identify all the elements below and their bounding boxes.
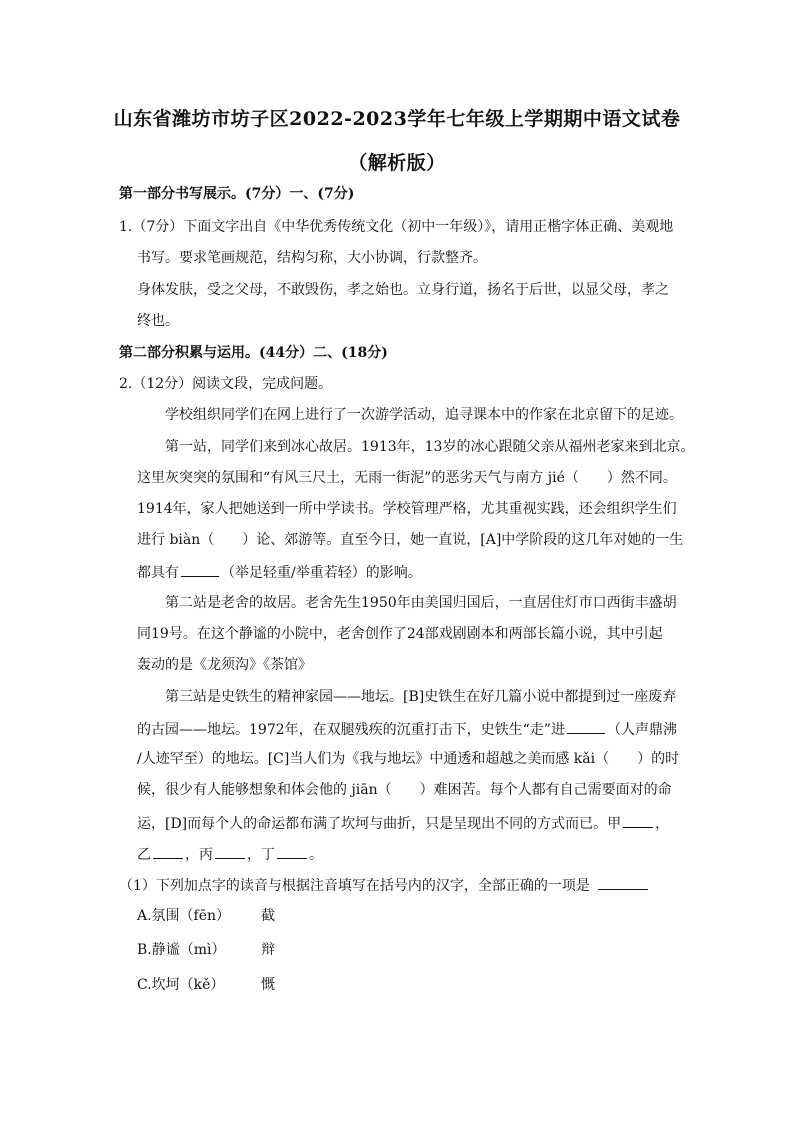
text-segment: ，丁 [247, 847, 275, 863]
q2-para2-line5 [137, 561, 422, 583]
q2-para4-line4: 候，很少有人能够想象和体会他的 jiān（ ）难困苦。每个人都有自己需要面对的命 [137, 782, 672, 798]
q1-line-2: 书写。要求笔画规范，结构匀称，大小协调，行款整齐。 [137, 250, 487, 266]
q2-para4-line6 [137, 843, 323, 865]
text-segment: （1）下列加点字的读音与根据注音填写在括号内的汉字，全部正确的一项是 [119, 878, 590, 894]
q2-para4-line3: /人迹罕至）的地坛。[C]当人们为《我与地坛》中通透和超越之美而感 kǎi（ ）的时 [137, 751, 680, 767]
q2-para1: 学校组织同学们在网上进行了一次游学活动，追寻课本中的作家在北京留下的足迹。 [165, 407, 683, 423]
q1-line-3: 身体发肤，受之父母，不敢毁伤，孝之始也。立身行道，扬名于后世，以显父母，孝之 [137, 282, 669, 298]
option-c-word: 慨 [261, 977, 275, 993]
text-segment: 运，[D]而每个人的命运都布满了坎坷与曲折，只是呈现出不同的方式而已。甲 [137, 816, 622, 832]
text-segment: 的古园——地坛。1972年，在双腿残疾的沉重打击下，史铁生“走”进 [137, 722, 565, 738]
option-b-label: B.静谧（mì） [137, 942, 226, 958]
part2-heading: 第二部分积累与运用。(44分）二、(18分) [119, 345, 388, 361]
q2-para4-line5 [137, 812, 669, 834]
q2-para2-line1: 第一站，同学们来到冰心故居。1913年，13岁的冰心跟随父亲从福州老家来到北京。 [165, 439, 695, 455]
text-segment: ，丙 [185, 847, 213, 863]
part1-heading: 第一部分书写展示。(7分）一、(7分) [119, 186, 355, 202]
text-segment: 乙 [137, 847, 151, 863]
answer-blank-jia[interactable] [623, 812, 653, 828]
text-segment: 。 [309, 847, 323, 863]
answer-blank[interactable] [567, 718, 605, 734]
option-a-word: 截 [261, 908, 275, 924]
option-a-label: A.氛围（fēn） [137, 908, 231, 924]
text-segment: ， [655, 816, 670, 832]
text-segment: （人声鼎沸 [606, 722, 677, 738]
q2-para3-line2: 同19号。在这个静谧的小院中，老舍创作了24部戏剧剧本和两部长篇小说，其中引起 [137, 626, 663, 642]
answer-blank[interactable] [598, 874, 648, 890]
answer-blank-bing[interactable] [215, 843, 245, 859]
q2-sub1 [119, 874, 650, 896]
q2-para4-line1: 第三站是史铁生的精神家园——地坛。[B]史铁生在好几篇小说中都提到过一座废弃 [165, 689, 677, 705]
q2-para4-line2 [137, 718, 677, 740]
answer-blank-ding[interactable] [277, 843, 307, 859]
q2-para3-line1: 第二站是老舍的故居。老舍先生1950年由美国归国后，一直居住灯市口西街丰盛胡 [165, 595, 677, 611]
exam-subtitle: （解析版） [348, 152, 446, 174]
q2-para2-line4: 进行 biàn（ ）论、郊游等。直至今日，她一直说，[A]中学阶段的这几年对她的一生 [137, 532, 684, 548]
answer-blank-yi[interactable] [153, 843, 183, 859]
option-c-label: C.坎坷（kě） [137, 977, 225, 993]
q2-para3-line3: 轰动的是《龙须沟》《茶馆》 [137, 657, 312, 673]
option-b-word: 辩 [261, 942, 275, 958]
answer-blank[interactable] [181, 561, 219, 577]
q2-para2-line2: 这里灰突突的氛围和“有风三尺土，无雨一街泥”的恶劣天气与南方 jié（ ）然不同。 [137, 470, 677, 486]
exam-title: 山东省潍坊市坊子区2022-2023学年七年级上学期期中语文试卷 [113, 108, 681, 130]
q1-line-4: 终也。 [137, 313, 179, 329]
text-segment: （举足轻重/举重若轻）的影响。 [221, 565, 422, 581]
q1-line-1: 1.（7分）下面文字出自《中华优秀传统文化（初中一年级）》，请用正楷字体正确、美观地 [119, 219, 674, 235]
q2-line-1: 2.（12分）阅读文段，完成问题。 [119, 376, 333, 392]
q2-para2-line3: 1914年，家人把她送到一所中学读书。学校管理严格，尤其重视实践，还会组织学生们 [137, 501, 677, 517]
text-segment: 都具有 [137, 565, 179, 581]
